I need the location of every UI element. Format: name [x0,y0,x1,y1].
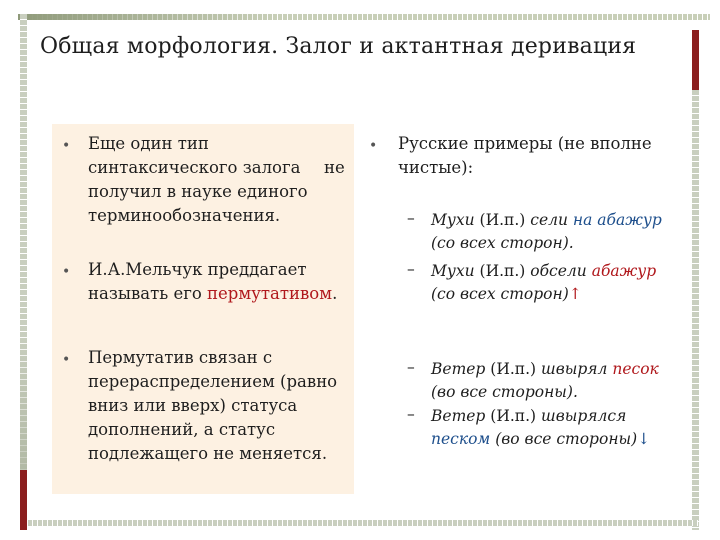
left-bullet-1-line-2: синтаксического залога не [88,156,308,180]
frame-top-stripe [18,14,710,20]
example-dash: – [407,209,415,227]
left-bullet-2-line-2: называть его пермутативом. [88,284,338,303]
left-bullet-1-line-4: терминообозначения. [88,206,281,225]
frame-left-stripe [20,14,27,530]
left-bullet-2 [88,258,337,306]
example-2-verb: обсели [530,262,587,280]
example-3 [431,358,659,404]
left-bullet-3-line-3: вниз или вверх) статуса [88,396,298,415]
example-dash: – [407,358,415,376]
right-heading-line-2: чистые): [398,158,474,177]
example-3-line-2: (во все стороны). [431,383,578,401]
example-3-verb: швырял [541,360,608,378]
example-3-case: (И.п.) [490,360,537,378]
example-2-object: абажур [591,262,657,280]
left-bullet-1-line-3: получил в науке единого [88,182,308,201]
left-bullet-1-line-1: Еще один тип [88,134,209,153]
frame-bottom-stripe [28,520,698,526]
example-4 [431,405,650,451]
left-bullet-3 [88,346,337,466]
bullet-marker: • [62,138,71,154]
example-2 [431,260,656,306]
example-4-subject: Ветер [431,407,486,425]
left-bullet-3-line-5: подлежащего не меняется. [88,444,328,463]
example-1-object: на абажур [572,211,662,229]
arrow-down-icon: ↓ [637,430,651,448]
example-1 [431,209,662,255]
left-bullet-1-ne: не [324,158,345,177]
example-1-case: (И.п.) [479,211,526,229]
right-heading-line-1: Русские примеры (не вполне [398,134,652,153]
example-4-line-2: (во все стороны) [495,430,638,448]
example-4-case: (И.п.) [490,407,537,425]
bullet-marker: • [369,138,378,154]
example-3-subject: Ветер [431,360,486,378]
example-dash: – [407,405,415,423]
left-bullet-2-line-1: И.А.Мельчук преддагает [88,260,307,279]
frame-right-accent [692,30,699,90]
term-permutative: пермутативом [207,284,333,303]
frame-left-accent [20,470,27,530]
example-2-case: (И.п.) [479,262,526,280]
example-3-object: песок [612,360,659,378]
example-2-subject: Мухи [431,262,475,280]
example-2-line-2: (со всех сторон) [431,285,569,303]
frame-right-stripe [692,30,699,530]
example-1-line-2: (со всех сторон). [431,234,574,252]
bullet-marker: • [62,264,71,280]
example-1-verb: сели [530,211,568,229]
right-heading [398,132,652,180]
left-bullet-3-line-1: Пермутатив связан с [88,348,273,367]
example-1-subject: Мухи [431,211,475,229]
left-panel [52,124,354,494]
arrow-up-icon: ↑ [568,285,582,303]
slide-title: Общая морфология. Залог и актантная деривация [40,34,637,59]
left-bullet-3-line-2: перераспределением (равно [88,372,338,391]
bullet-marker: • [62,352,71,368]
example-dash: – [407,260,415,278]
example-4-object: песком [431,430,491,448]
left-bullet-1 [88,132,345,228]
example-4-verb: швырялся [541,407,627,425]
left-bullet-3-line-4: дополнений, а статус [88,420,276,439]
